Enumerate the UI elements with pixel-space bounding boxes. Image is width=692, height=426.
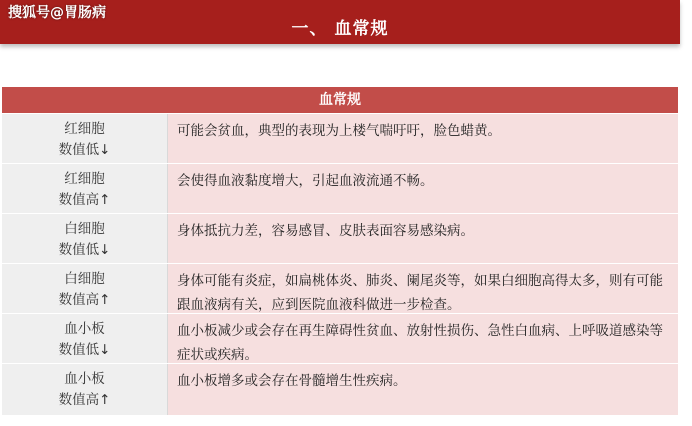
table-row — [2, 213, 678, 263]
indicator-cell — [2, 314, 168, 363]
blood-routine-table — [2, 87, 678, 415]
indicator-cell — [2, 214, 168, 263]
indicator-status: 数值低↓ — [58, 142, 111, 158]
indicator-name: 血小板 — [64, 371, 105, 387]
indicator-name: 红细胞 — [64, 121, 105, 137]
description-cell: 身体抵抗力差，容易感冒、皮肤表面容易感染病。 — [168, 214, 678, 263]
indicator-name: 白细胞 — [64, 271, 105, 287]
indicator-status: 数值高↑ — [58, 292, 111, 308]
table-row — [2, 263, 678, 313]
table-row — [2, 363, 678, 415]
description-cell: 会使得血液黏度增大，引起血液流通不畅。 — [168, 164, 678, 213]
indicator-status: 数值高↑ — [58, 392, 111, 408]
indicator-cell — [2, 114, 168, 163]
indicator-cell — [2, 164, 168, 213]
description-cell: 身体可能有炎症，如扁桃体炎、肺炎、阑尾炎等，如果白细胞高得太多，则有可能跟血液病有关，应到医院血液科做进一步检查。 — [168, 264, 678, 313]
indicator-name: 血小板 — [64, 321, 105, 337]
table-header: 血常规 — [2, 87, 678, 113]
description-cell: 血小板减少或会存在再生障碍性贫血、放射性损伤、急性白血病、上呼吸道感染等症状或疾病。 — [168, 314, 678, 363]
indicator-cell — [2, 264, 168, 313]
table-row — [2, 113, 678, 163]
watermark-text: 搜狐号@胃肠病 — [8, 5, 106, 21]
indicator-name: 红细胞 — [64, 171, 105, 187]
table-row — [2, 163, 678, 213]
table-row — [2, 313, 678, 363]
indicator-cell — [2, 364, 168, 415]
description-cell: 可能会贫血，典型的表现为上楼气喘吁吁，脸色蜡黄。 — [168, 114, 678, 163]
indicator-status: 数值低↓ — [58, 242, 111, 258]
indicator-name: 白细胞 — [64, 221, 105, 237]
section-title: 一、 血常规 — [291, 19, 389, 39]
description-cell: 血小板增多或会存在骨髓增生性疾病。 — [168, 364, 678, 415]
indicator-status: 数值低↓ — [58, 342, 111, 358]
indicator-status: 数值高↑ — [58, 192, 111, 208]
